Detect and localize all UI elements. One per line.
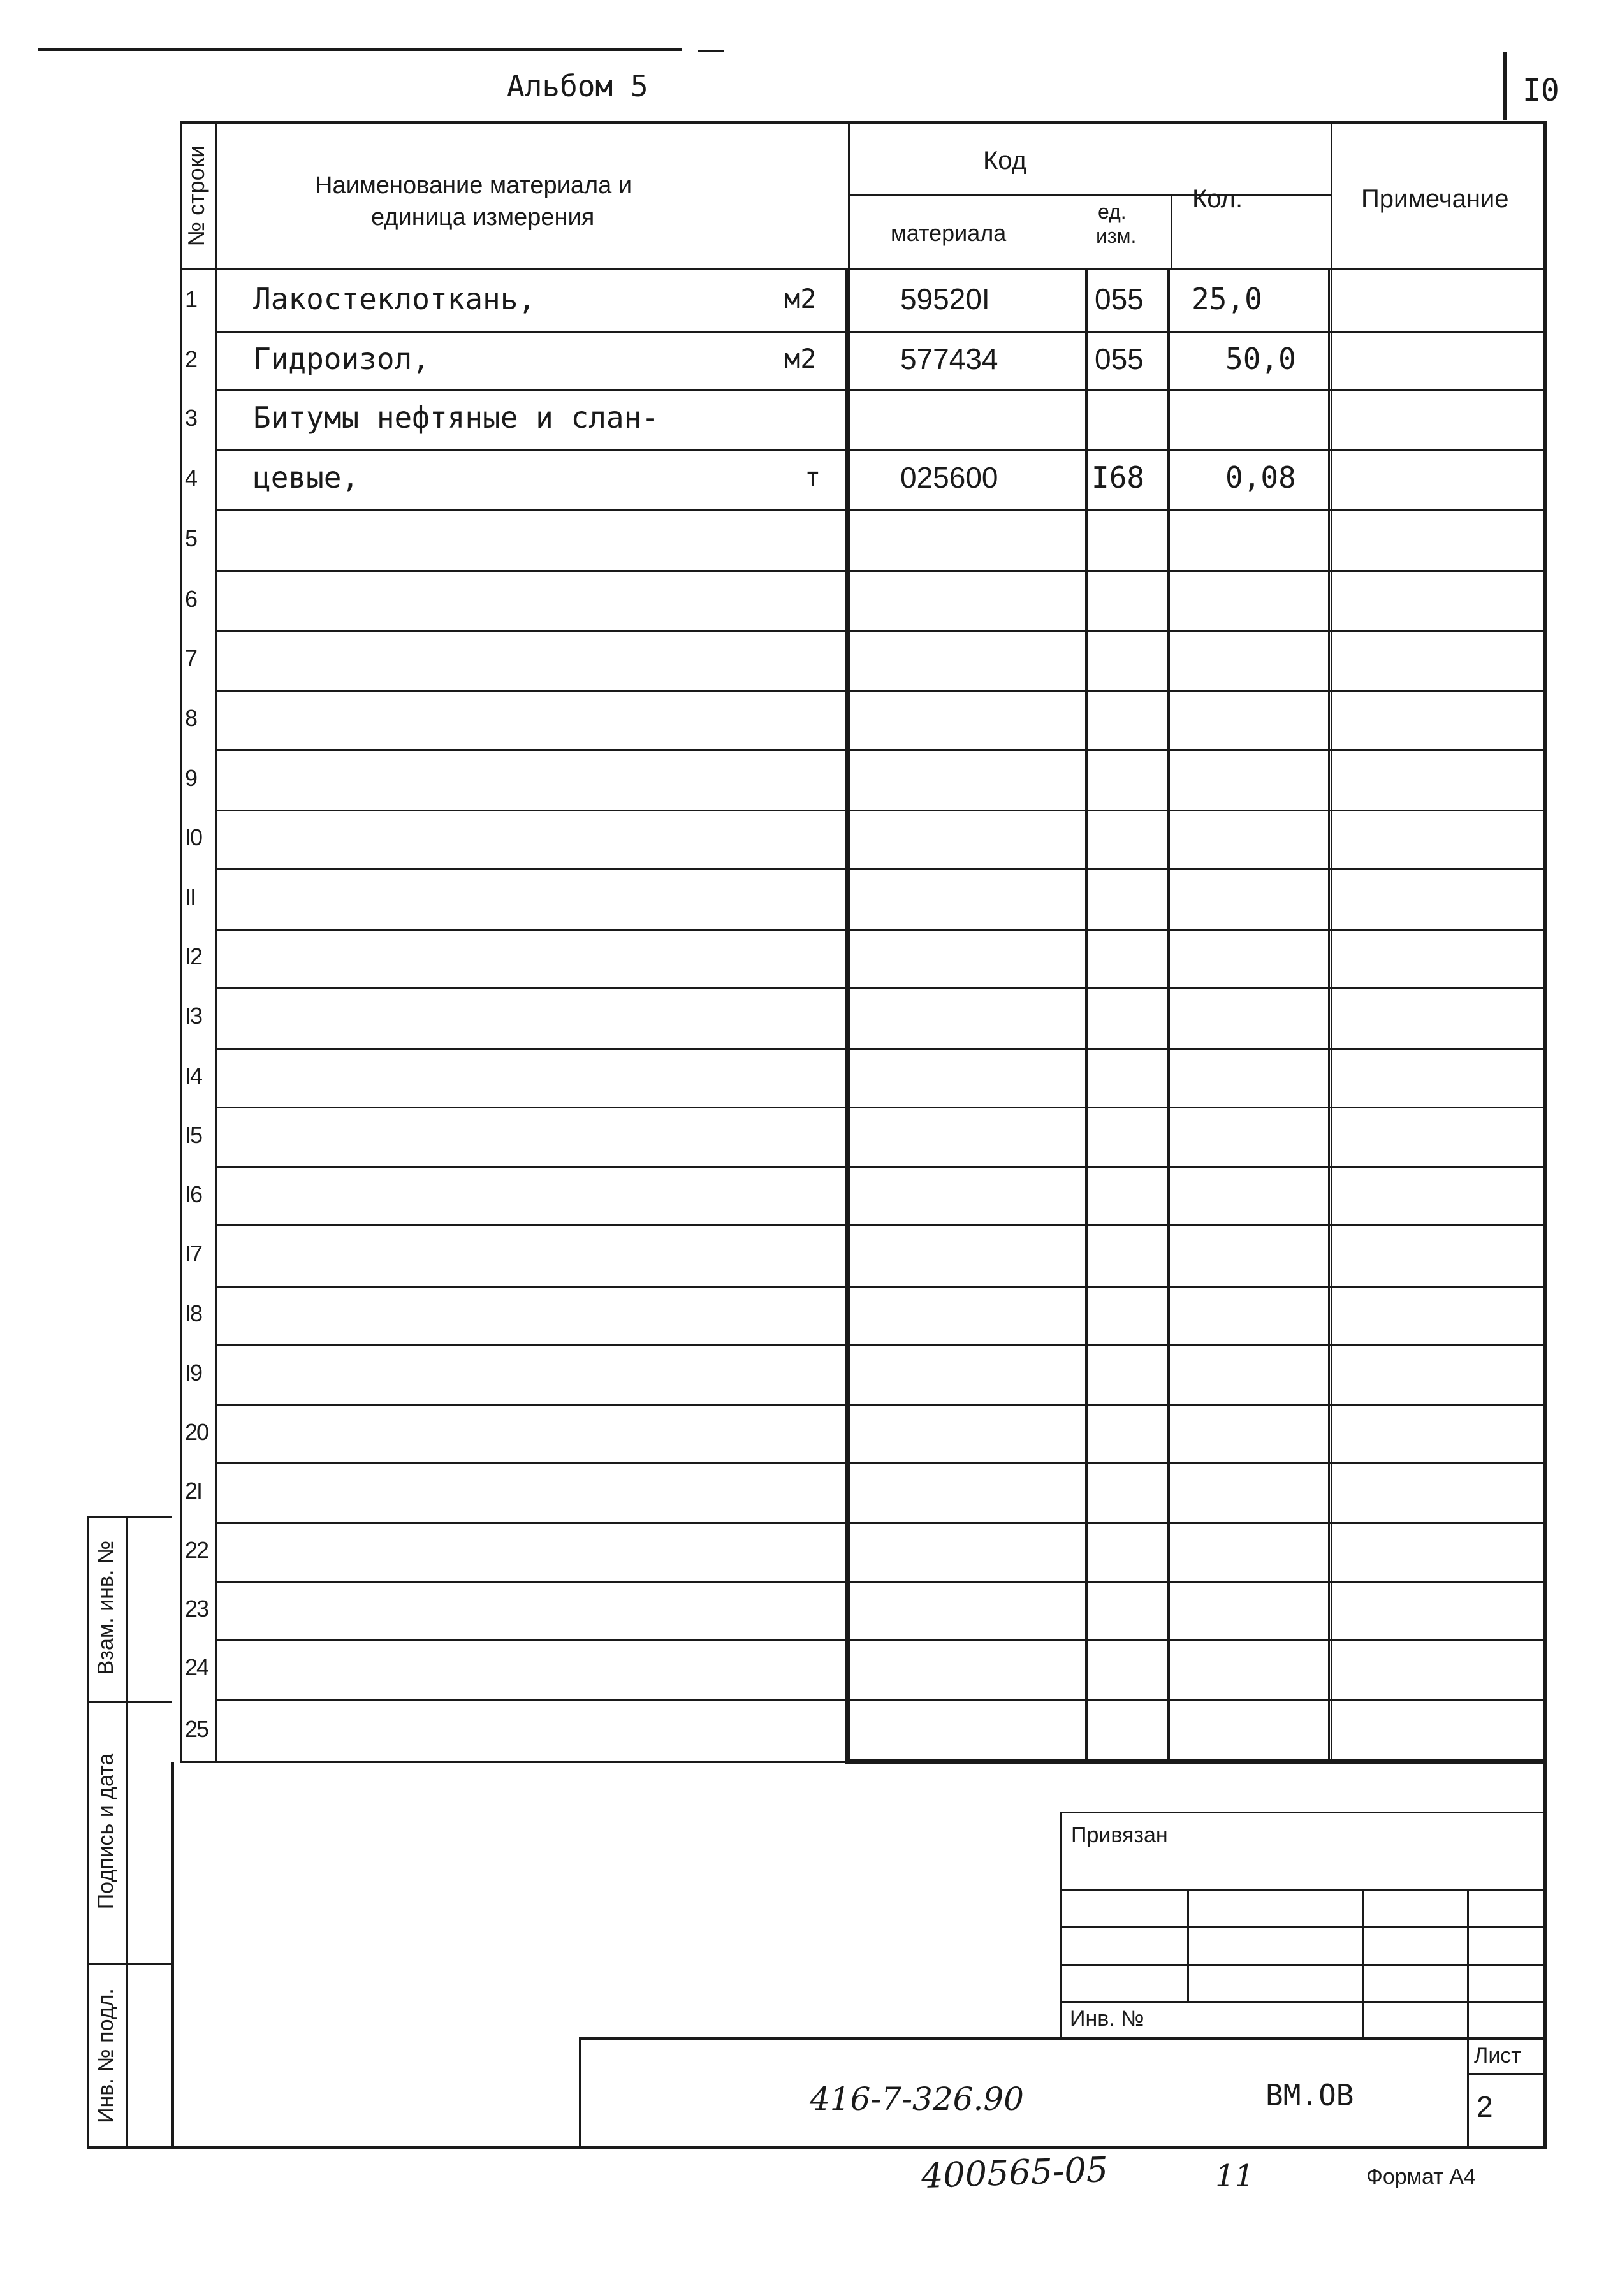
row-number: 7 [185,645,197,671]
name-header-line2: единица измерения [371,204,595,231]
material-name: Битумы нефтяные и слан- [253,400,659,435]
inv-podl-label: Инв. № подл. [94,1988,118,2123]
document-code: 416-7-326.90 [810,2081,1024,2118]
privyazan-label: Привязан [1071,1823,1168,1847]
note-header: Примечание [1361,185,1509,213]
row-number: I5 [185,1122,202,1148]
table-top-border [180,121,1547,124]
body-vline-qty [1328,270,1330,1762]
row-number: I3 [185,1003,202,1029]
handwritten-number: 11 [1215,2158,1255,2194]
row-separator [215,1048,1547,1050]
quantity: 0,08 [1225,460,1296,495]
row-number: 1 [185,286,197,312]
material-unit: м2 [784,342,817,374]
row-number: 3 [185,404,197,431]
handwritten-code: 400565-05 [920,2149,1109,2197]
material-name: Гидроизол, [253,341,430,376]
row-number: 23 [185,1595,208,1622]
signature-date-label: Подпись и дата [94,1753,118,1910]
row-number: 24 [185,1654,208,1680]
material-unit: т [805,461,821,493]
row-number-header: № строки [182,145,209,247]
body-vline-name [845,270,850,1762]
row-number: 25 [185,1715,208,1742]
row-number: 2 [185,345,197,372]
side-stamp-top [87,1516,172,1518]
top-rule-short [698,50,724,52]
material-unit: м2 [784,282,817,314]
row-separator [215,1224,1547,1226]
row-separator [215,1581,1547,1583]
materials-table [180,121,1547,1762]
quantity: 25,0 [1192,281,1262,316]
top-rule [38,48,682,51]
material-name: Лакостеклоткань, [253,281,536,316]
unit-code: 055 [1095,282,1144,316]
material-name: цевые, [253,460,360,495]
sheet-value: 2 [1477,2090,1493,2123]
tb-hline-2 [1060,1926,1547,1928]
tb-privyazan-top [1060,1812,1547,1813]
body-vline-num [215,270,217,1762]
row-number: 4 [185,464,197,491]
row-separator [215,331,1547,333]
row-number: I2 [185,943,202,970]
material-code: 577434 [900,342,998,375]
album-title: Альбом 5 [507,69,648,103]
quantity: 50,0 [1225,341,1296,376]
header-code-split [848,194,1331,196]
row-number: 22 [185,1537,208,1563]
document-mark: ВМ.ОВ [1266,2078,1354,2112]
side-stamp-left [87,1516,89,2148]
row-number: I4 [185,1063,202,1089]
row-number: 2I [185,1478,202,1504]
row-number: 9 [185,764,197,791]
tb-main-left [579,2037,581,2148]
row-number: II [185,883,196,910]
row-separator [215,1107,1547,1108]
row-number: 20 [185,1418,208,1445]
row-number: I8 [185,1300,202,1326]
vzam-inv-label: Взам. инв. № [94,1540,118,1675]
row-number: 8 [185,704,197,731]
row-separator [215,1462,1547,1464]
row-number: I9 [185,1359,202,1386]
table-right-border [1543,121,1547,1762]
row-separator [215,509,1547,511]
row-separator [215,987,1547,989]
row-separator [215,1344,1547,1346]
row-separator [215,1639,1547,1641]
body-vline-mat [1085,270,1088,1762]
row-separator [215,1286,1547,1288]
sheet-label-sep [1467,2073,1547,2075]
row-separator [215,929,1547,931]
row-separator [215,1522,1547,1524]
tb-main-top [579,2037,1547,2040]
row-separator [215,690,1547,692]
side-stamp-divider [126,1516,128,2148]
row-separator [215,449,1547,451]
unit-code: 055 [1095,342,1144,375]
header-vline-num [215,121,217,270]
tb-vline-3 [1467,1889,1469,2147]
material-header: материала [891,220,1007,246]
row-separator [215,1699,1547,1701]
name-header-line1: Наименование материала и [315,172,632,199]
row-separator [215,810,1547,811]
column-separator-note [1331,121,1332,1762]
frame-left-lower [171,1762,174,2148]
body-vline-unit [1167,270,1170,1762]
header-vline-unit [1171,194,1172,270]
table-num-bottom [180,1761,848,1763]
row-number: I6 [185,1181,202,1207]
row-separator [215,630,1547,632]
page-number-divider [1503,52,1507,120]
inv-no-label: Инв. № [1070,2007,1144,2031]
material-code: 59520I [900,282,990,316]
row-separator [215,389,1547,391]
row-separator [215,1166,1547,1168]
sheet-label: Лист [1474,2044,1521,2068]
unit-header-line2: изм. [1096,224,1137,247]
frame-right-lower [1543,1762,1547,2148]
tb-vline-1 [1187,1889,1189,2001]
frame-bottom [87,2146,1547,2149]
header-bottom-border [180,268,1547,270]
tb-privyazan-left [1060,1812,1062,2038]
row-number: I7 [185,1240,202,1267]
qty-header: Кол. [1192,185,1243,213]
unit-code: I68 [1091,460,1145,495]
row-separator [215,1404,1547,1406]
side-stamp-sep-1 [87,1701,172,1703]
tb-hline-4 [1060,2001,1547,2003]
row-number: 6 [185,585,197,612]
format-label: Формат А4 [1366,2165,1476,2189]
row-number: I0 [185,824,202,850]
table-body-bottom [845,1759,1547,1764]
tb-hline-3 [1060,1964,1547,1966]
page-number: I0 [1522,73,1559,108]
material-code: 025600 [900,460,998,494]
row-separator [215,749,1547,751]
unit-header-line1: ед. [1098,200,1127,223]
code-header: Код [983,147,1027,175]
tb-vline-2 [1362,1889,1364,2038]
tb-hline-1 [1060,1889,1547,1891]
row-separator [215,570,1547,572]
table-left-border [180,121,182,1762]
row-separator [215,868,1547,870]
row-number: 5 [185,525,197,551]
